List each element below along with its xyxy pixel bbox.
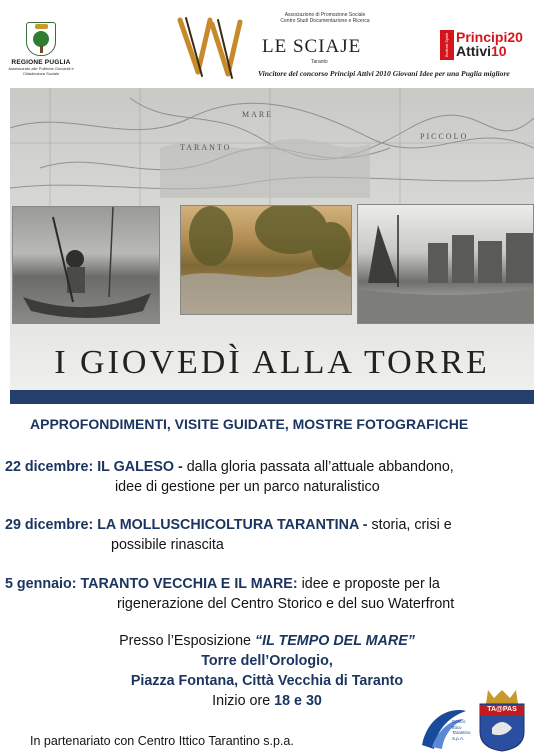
fisherman-boat-photo <box>12 206 160 324</box>
contest-winner-line: Vincitore del concorso Principi Attivi 2010 Giovani Idee per una Puglia migliore <box>258 69 510 78</box>
event-description: dalla gloria passata all’attuale abbandono, <box>182 459 454 475</box>
association-name: LE SCIAJE <box>262 36 362 57</box>
map-label-taranto: TARANTO <box>180 143 232 152</box>
event-date: 22 dicembre: <box>5 459 94 475</box>
event-description-continued: idee di gestione per un parco naturalistico <box>115 479 380 495</box>
event-date: 5 gennaio: <box>5 576 77 592</box>
coat-of-arms-icon <box>474 688 530 752</box>
association-description: Associazione di Promozione Sociale Centro Studi Documentazione e Ricerca <box>280 12 370 24</box>
map-label-piccolo: PICCOLO <box>420 132 469 141</box>
principi-attivi-logo: Bollenti Spiriti Principi20 Attivi10 <box>440 30 520 60</box>
event-name: IL GALESO - <box>97 459 183 475</box>
regione-puglia-logo <box>6 22 76 76</box>
association-city: Taranto <box>311 59 328 65</box>
tapas-label: TA@PAS <box>480 705 524 715</box>
venue-presso: Presso l’Esposizione <box>119 633 255 649</box>
start-label: Inizio ore <box>212 693 275 709</box>
event-item <box>5 574 454 614</box>
event-item <box>5 457 454 497</box>
venue-place: Torre dell’Orologio, <box>201 653 333 669</box>
venue-info <box>0 631 534 711</box>
program-subtitle: APPROFONDIMENTI, VISITE GUIDATE, MOSTRE FOTOGRAFICHE <box>30 416 469 432</box>
exhibition-name: “IL TEMPO DEL MARE” <box>254 633 415 649</box>
event-description: storia, crisi e <box>367 517 452 533</box>
banner <box>10 88 534 390</box>
centro-ittico-logo <box>418 705 470 751</box>
tapas-logo <box>474 688 530 752</box>
event-description-continued: rigenerazione del Centro Storico e del suo Waterfront <box>117 596 455 612</box>
title-divider-bar <box>10 390 534 404</box>
bollenti-spiriti-tag: Bollenti Spiriti <box>440 30 454 60</box>
le-sciaje-logo-icon <box>176 14 256 80</box>
event-date: 29 dicembre: <box>5 517 94 533</box>
regione-shield-icon <box>26 22 56 56</box>
event-description: idee e proposte per la <box>297 576 440 592</box>
venue-address: Piazza Fontana, Città Vecchia di Taranto <box>130 673 404 689</box>
region-name: REGIONE PUGLIA <box>11 59 71 66</box>
header <box>0 0 534 88</box>
region-subtitle: Assessorato alle Politiche Giovanili e Cittadinanza Sociale <box>8 66 74 76</box>
old-town-harbor-photo <box>357 204 534 324</box>
event-item <box>5 515 452 555</box>
event-description-continued: possibile rinascita <box>111 537 224 553</box>
event-name: TARANTO VECCHIA E IL MARE: <box>80 576 298 592</box>
event-title: I GIOVEDÌ ALLA TORRE <box>54 344 490 381</box>
map-label-mare: MARE <box>242 110 274 119</box>
start-time: 18 e 30 <box>274 693 322 709</box>
event-name: LA MOLLUSCHICOLTURA TARANTINA - <box>97 517 368 533</box>
partner-line: In partenariato con Centro Ittico Tarantino s.p.a. <box>30 734 294 748</box>
centro-ittico-name: Centro Ittico Tarantino S.p.A. <box>452 719 471 741</box>
river-galeso-photo <box>180 205 352 315</box>
